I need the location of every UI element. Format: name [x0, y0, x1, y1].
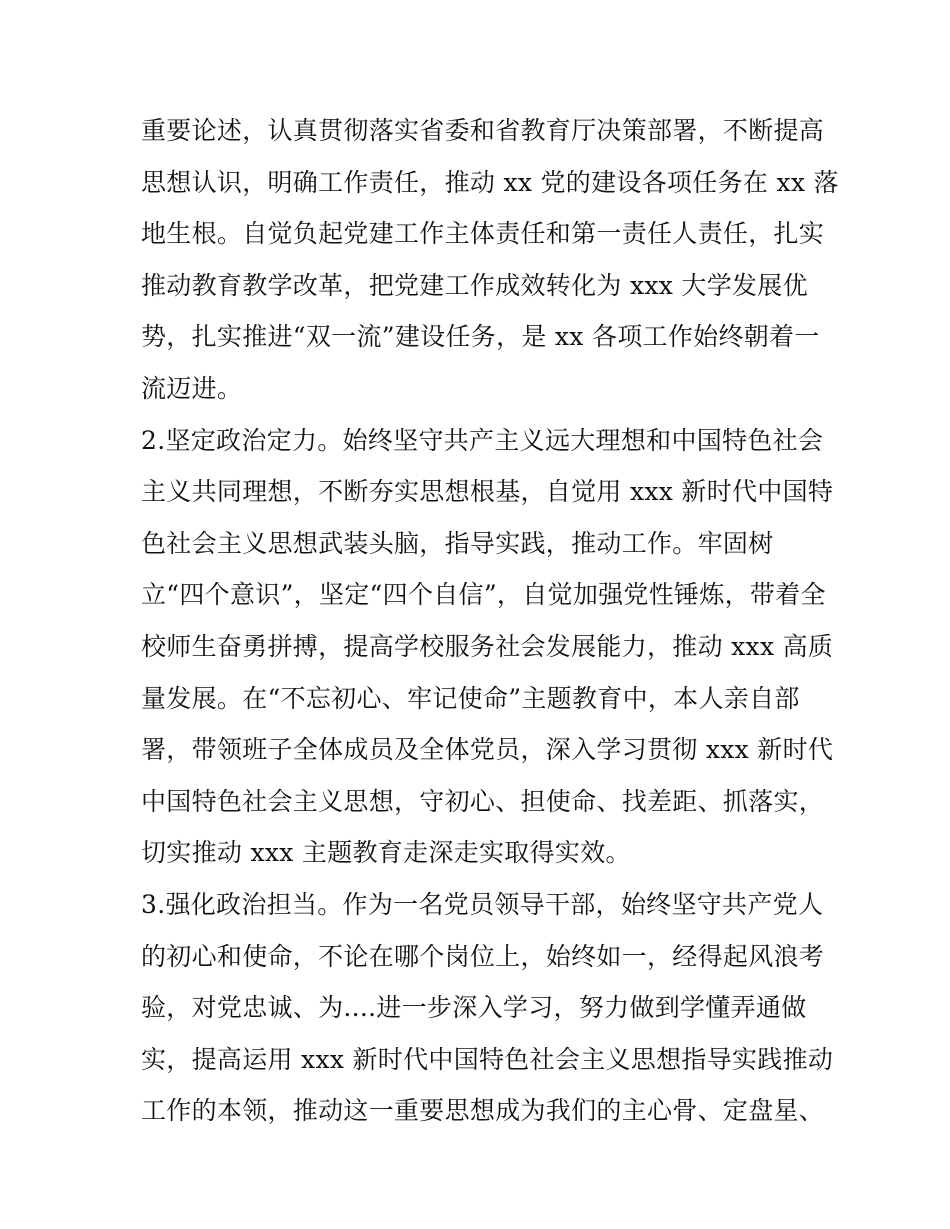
document-body: [141, 105, 839, 1137]
text-line: 中国特色社会主义思想，守初心、担使命、找差距、抓落实，: [141, 786, 825, 816]
text-line: 主义共同理想，不断夯实思想根基，自觉用 xxx 新时代中国特: [141, 477, 834, 507]
text-line: 署，带领班子全体成员及全体党员，深入学习贯彻 xxx 新时代: [141, 735, 834, 765]
text-line: 推动教育教学改革，把党建工作成效转化为 xxx 大学发展优: [141, 270, 808, 300]
text-line: 工作的本领，推动这一重要思想成为我们的主心骨、定盘星、: [141, 1096, 825, 1126]
text-line: 色社会主义思想武装头脑，指导实践，推动工作。牢固树: [141, 528, 774, 558]
text-line: 量发展。在“不忘初心、牢记使命”主题教育中，本人亲自部: [141, 683, 800, 713]
text-line: 流迈进。: [141, 373, 243, 403]
text-line: 验，对党忠诚、为....进一步深入学习，努力做到学懂弄通做: [141, 993, 807, 1023]
text-line: 校师生奋勇拼搏，提高学校服务社会发展能力，推动 xxx 高质: [141, 631, 834, 661]
text-line: 地生根。自觉负起党建工作主体责任和第一责任人责任，扎实: [141, 219, 825, 249]
text-line: 重要论述，认真贯彻落实省委和省教育厅决策部署，不断提高: [141, 116, 825, 145]
text-line: 实，提高运用 xxx 新时代中国特色社会主义思想指导实践推动: [141, 1044, 834, 1074]
text-line: 立“四个意识”，坚定“四个自信”，自觉加强党性锤炼，带着全: [141, 580, 826, 610]
section-heading-line: 3.强化政治担当。作为一名党员领导干部，始终坚守共产党人: [141, 889, 824, 919]
section-heading-line: 2.坚定政治定力。始终坚守共产主义远大理想和中国特色社会: [141, 425, 824, 455]
text-line: 切实推动 xxx 主题教育走深走实取得实效。: [141, 838, 631, 868]
text-line: 思想认识，明确工作责任，推动 xx 党的建设各项任务在 xx 落: [141, 167, 839, 197]
text-line: 的初心和使命，不论在哪个岗位上，始终如一，经得起风浪考: [141, 941, 825, 971]
text-line: 势，扎实推进“双一流”建设任务，是 xx 各项工作始终朝着一: [141, 322, 820, 352]
